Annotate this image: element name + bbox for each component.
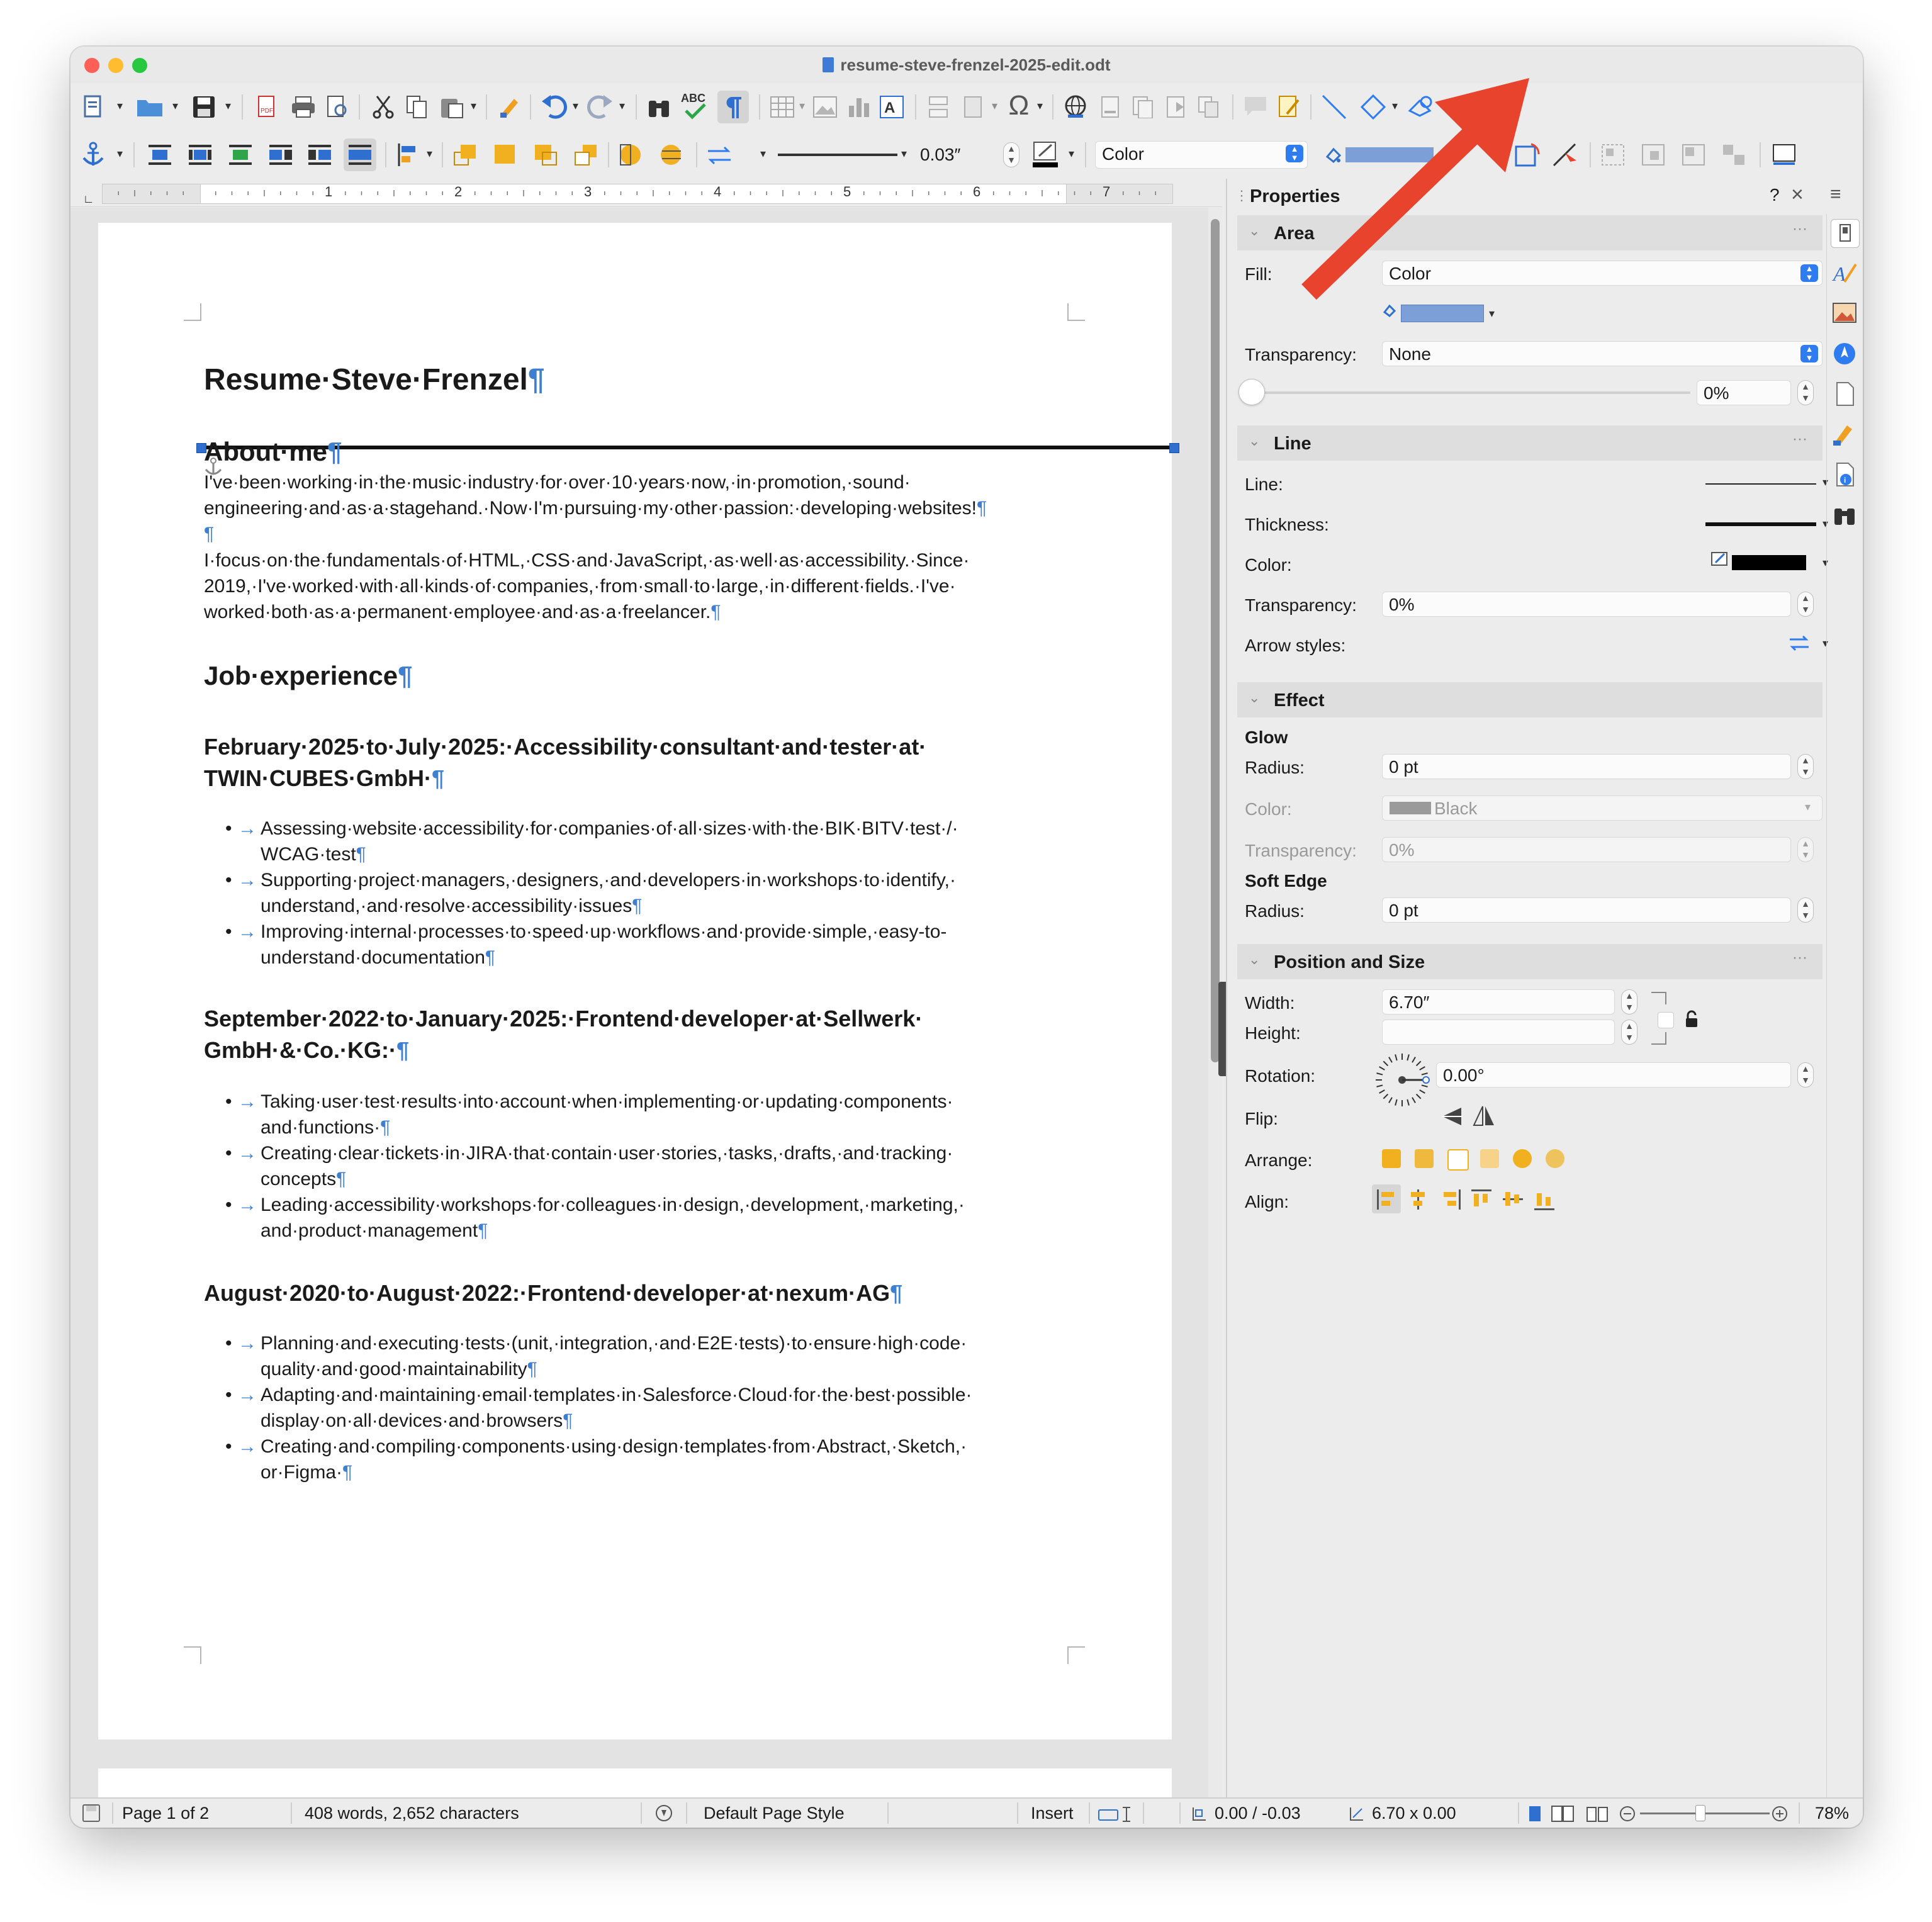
- ruler-number: 5: [843, 184, 851, 200]
- area-section-header[interactable]: ⌄ Area ···: [1237, 215, 1822, 250]
- close-sidebar-button[interactable]: ×: [1791, 183, 1804, 206]
- area-style-select-arrow-icon: ▲ ▼: [1286, 145, 1303, 162]
- sidebar-tab-bar: [1826, 214, 1862, 1797]
- send-to-back-icon[interactable]: [571, 141, 600, 169]
- ruler-ticks: [102, 184, 1172, 203]
- insert-chart-icon[interactable]: [846, 94, 872, 120]
- title-bar: [70, 47, 1863, 84]
- glow-color-swatch: [1390, 802, 1431, 814]
- to-background-icon[interactable]: [657, 141, 686, 169]
- anchor-icon[interactable]: [81, 141, 106, 169]
- send-to-back-icon[interactable]: [1480, 1149, 1499, 1168]
- width-label: Width:: [1245, 993, 1295, 1013]
- insert-table-icon[interactable]: [769, 94, 795, 120]
- fill-select-arrow-icon: ▲ ▼: [1800, 264, 1818, 282]
- more-options-icon[interactable]: ···: [1792, 430, 1807, 447]
- arrow-styles-icon[interactable]: [1787, 633, 1812, 652]
- spelling-icon[interactable]: [680, 91, 712, 121]
- align-bottom-icon[interactable]: [1534, 1189, 1554, 1210]
- copy-icon[interactable]: [405, 94, 429, 120]
- dial-tick: [1395, 1054, 1397, 1060]
- page-style[interactable]: Default Page Style: [704, 1804, 845, 1823]
- document-modified-icon[interactable]: [82, 1804, 102, 1824]
- new-document-icon[interactable]: [82, 94, 104, 120]
- align-label: Align:: [1245, 1192, 1289, 1211]
- flip-vertical-icon[interactable]: [1440, 1104, 1465, 1129]
- align-objects-dropdown-icon[interactable]: ▾: [427, 147, 433, 160]
- dial-tick: [1412, 1098, 1415, 1103]
- help-button[interactable]: ?: [1770, 185, 1780, 205]
- zoom-in-button[interactable]: [1771, 1805, 1789, 1823]
- align-objects-icon[interactable]: [395, 141, 423, 169]
- language-icon[interactable]: [654, 1804, 675, 1824]
- single-page-view-icon[interactable]: [1527, 1805, 1544, 1824]
- chevron-down-icon: ⌄: [1249, 433, 1261, 449]
- rotation-dial[interactable]: [1373, 1051, 1431, 1109]
- area-transparency-label: Transparency:: [1245, 345, 1357, 364]
- list-item[interactable]: • → Assessing·website·accessibility·for·companies·of·all·sizes·with·the·BIK·BITV·test·/· WCAG·test¶: [225, 818, 958, 865]
- line-style-dropdown-icon[interactable]: ▾: [901, 147, 907, 160]
- soft-edge-heading: Soft Edge: [1245, 871, 1327, 891]
- forward-one-icon[interactable]: [1415, 1149, 1434, 1168]
- scrollbar-thumb[interactable]: [1211, 219, 1220, 1062]
- style-inspector-tab-icon[interactable]: [1831, 420, 1858, 448]
- bring-to-front-icon[interactable]: [1382, 1149, 1401, 1168]
- special-character-icon[interactable]: Ω: [1008, 90, 1030, 121]
- properties-tab-icon[interactable]: [1831, 219, 1860, 248]
- window-title: [70, 55, 1863, 75]
- svg-text:i: i: [1844, 476, 1846, 485]
- exit-group-icon[interactable]: [1679, 141, 1708, 169]
- glow-heading: Glow: [1245, 728, 1288, 747]
- dial-tick: [1422, 1073, 1428, 1075]
- dial-tick: [1389, 1098, 1392, 1103]
- about-p1-line-1: I've·been·working·in·the·music·industry·for·over·10·years·now,·in·promotion,·sound·: [204, 472, 911, 493]
- rotation-spinner[interactable]: ▲ ▼: [1797, 1062, 1814, 1087]
- save-icon[interactable]: [191, 94, 216, 120]
- glow-transparency-spinner[interactable]: ▲ ▼: [1797, 837, 1814, 862]
- svg-text:A: A: [1833, 262, 1846, 285]
- empty-paragraph-mark: ¶: [204, 524, 215, 544]
- arrange-label: Arrange:: [1245, 1150, 1313, 1170]
- ruler-number: 3: [584, 184, 592, 200]
- standard-toolbar: [70, 83, 1863, 131]
- about-p1-line-2: engineering·and·as·a·stagehand.·Now·I'm·pursuing·my·other·passion:·developing·websites!: [204, 498, 977, 519]
- line-transparency-field[interactable]: 0%: [1382, 592, 1791, 617]
- navigator-tab-icon[interactable]: [1831, 340, 1858, 368]
- book-view-icon[interactable]: [1585, 1805, 1610, 1824]
- line-color-dropdown-icon[interactable]: ▾: [1822, 556, 1829, 569]
- height-field[interactable]: [1382, 1020, 1615, 1045]
- effect-section-header[interactable]: ⌄ Effect: [1237, 682, 1822, 717]
- width-field[interactable]: 6.70″: [1382, 989, 1615, 1014]
- align-center-icon[interactable]: [1408, 1189, 1427, 1210]
- list-item[interactable]: • → Creating·clear·tickets·in·JIRA·that·contain·user·stories,·tasks,·drafts,·and·tracking· concepts¶: [225, 1143, 953, 1189]
- more-options-icon[interactable]: ···: [1792, 220, 1807, 237]
- about-paragraph-2[interactable]: I·focus·on·the·fundamentals·of·HTML,·CSS·and·JavaScript,·as·well·as·accessibility.·Since· 2019,·I've·worked·with·all·kinds·of·companies,·from·small·to·large,·in·different·fields.·I've· worked·both·as·a·permanent·employee·and·as·a·freelancer.¶: [204, 550, 970, 622]
- line-style-preview[interactable]: [778, 154, 897, 156]
- list-item[interactable]: • → Adapting·and·maintaining·email·templates·in·Salesforce·Cloud·for·the·best·possible· display·on·all·devices·and·browsers¶: [225, 1385, 972, 1431]
- size-icon: [1348, 1805, 1367, 1823]
- line-transparency-spinner[interactable]: ▲ ▼: [1797, 592, 1814, 617]
- special-character-dropdown-icon[interactable]: ▾: [1037, 99, 1043, 112]
- dial-tick: [1412, 1057, 1415, 1063]
- document-page[interactable]: [98, 223, 1172, 1739]
- thickness-label: Thickness:: [1245, 515, 1329, 534]
- job-experience-heading[interactable]: Job·experience¶: [204, 661, 413, 690]
- lock-icon: [1684, 1009, 1699, 1028]
- app-window: [70, 47, 1863, 1828]
- dial-tick: [1417, 1061, 1421, 1065]
- cut-icon[interactable]: [371, 94, 395, 120]
- glow-transparency-label: Transparency:: [1245, 841, 1357, 860]
- glow-color-label: Color:: [1245, 799, 1292, 819]
- wrap-page-icon[interactable]: [186, 141, 214, 169]
- align-buttons: [1377, 1188, 1566, 1213]
- line-color-icon[interactable]: [1030, 141, 1062, 169]
- position-size-section-header[interactable]: ⌄ Position and Size ···: [1237, 944, 1822, 979]
- dial-tick: [1379, 1090, 1385, 1093]
- dial-tick: [1376, 1085, 1383, 1087]
- list-item[interactable]: • → Taking·user·test·results·into·account·when·implementing·or·updating·components· and·functions·¶: [225, 1091, 953, 1138]
- soft-edge-radius-field[interactable]: 0 pt: [1382, 897, 1791, 923]
- insert-image-icon[interactable]: [812, 94, 838, 120]
- dial-tick: [1420, 1067, 1425, 1070]
- paste-icon[interactable]: [439, 94, 464, 120]
- wrap-left-icon[interactable]: [267, 141, 295, 169]
- clone-formatting-icon[interactable]: [497, 94, 522, 120]
- paste-dropdown-icon[interactable]: ▾: [471, 99, 477, 112]
- transparency-percent-spinner[interactable]: ▲ ▼: [1797, 380, 1814, 405]
- styles-tab-icon[interactable]: [1831, 259, 1858, 287]
- job-1-title[interactable]: February·2025·to·July·2025:·Accessibility·consultant·and·tester·at· TWIN·CUBES·GmbH·¶: [204, 734, 927, 791]
- line-color-picker-icon[interactable]: [1710, 551, 1729, 570]
- table-dropdown-icon[interactable]: ▾: [799, 99, 806, 112]
- field-dropdown-icon[interactable]: ▾: [992, 99, 998, 112]
- document-title[interactable]: Resume·Steve·Frenzel¶: [204, 363, 545, 396]
- chevron-down-icon: ⌄: [1249, 690, 1261, 705]
- thickness-dropdown-icon[interactable]: ▾: [1822, 517, 1829, 530]
- ruler-number: 2: [454, 184, 463, 200]
- about-paragraph-1[interactable]: I've·been·working·in·the·music·industry·for·over·10·years·now,·in·promotion,·sound· engineering·and·as·a·stagehand.·Now·I'm·pursuing·my·other·passion:·developing·websites!¶ ¶: [204, 469, 1098, 547]
- back-one-icon[interactable]: [1447, 1149, 1469, 1171]
- glow-radius-field[interactable]: 0 pt: [1382, 754, 1791, 779]
- area-style-value: Color: [1102, 144, 1144, 164]
- endnote-icon[interactable]: [1130, 94, 1157, 120]
- thickness-swatch[interactable]: [1705, 522, 1816, 526]
- bookmark-icon[interactable]: [1163, 94, 1189, 120]
- line-arrow-style-icon[interactable]: [705, 141, 734, 169]
- list-item[interactable]: • → Planning·and·executing·tests·(unit,·integration,·and·E2E·tests)·to·ensure·high·code· quality·and·good·maintainability¶: [225, 1333, 967, 1380]
- align-left-icon[interactable]: [1377, 1189, 1398, 1210]
- area-style-select[interactable]: [1095, 141, 1308, 169]
- about-heading[interactable]: About·me¶: [204, 437, 342, 466]
- export-pdf-icon[interactable]: [256, 94, 278, 120]
- sidebar-menu-icon[interactable]: ≡: [1830, 184, 1841, 205]
- ruler-number: 6: [973, 184, 981, 200]
- new-dropdown-icon[interactable]: ▾: [117, 99, 123, 112]
- height-label: Height:: [1245, 1023, 1301, 1043]
- soft-edge-radius-label: Radius:: [1245, 901, 1305, 921]
- line-color-dropdown-icon[interactable]: ▾: [1069, 147, 1075, 160]
- glow-radius-label: Radius:: [1245, 758, 1305, 777]
- zoom-level[interactable]: 78%: [1815, 1804, 1850, 1823]
- job-3-title[interactable]: August·2020·to·August·2022:·Frontend·developer·at·nexum·AG¶: [204, 1280, 903, 1306]
- line-style-swatch[interactable]: [1705, 483, 1816, 485]
- multi-page-view-icon[interactable]: [1551, 1805, 1576, 1824]
- glow-transparency-field[interactable]: 0%: [1382, 837, 1791, 862]
- list-item[interactable]: • → Improving·internal·processes·to·speed·up·workflows·and·provide·simple,·easy-to- understand·documentation¶: [225, 921, 947, 968]
- svg-text:A: A: [884, 99, 896, 116]
- tab-stop-selector[interactable]: ∟: [83, 193, 94, 205]
- flip-label: Flip:: [1245, 1109, 1278, 1128]
- line-transparency-label: Transparency:: [1245, 595, 1357, 615]
- rotation-field[interactable]: 0.00°: [1436, 1062, 1791, 1087]
- glow-radius-spinner[interactable]: ▲ ▼: [1797, 754, 1814, 779]
- properties-sidebar: [1226, 179, 1863, 1797]
- line-width-spinner[interactable]: ▲ ▼: [1003, 142, 1019, 167]
- ruler-number: 4: [714, 184, 722, 200]
- insert-textbox-icon[interactable]: [879, 94, 905, 120]
- dial-tick: [1383, 1061, 1388, 1065]
- align-top-icon[interactable]: [1471, 1189, 1491, 1210]
- find-replace-icon[interactable]: [646, 94, 672, 120]
- fill-select[interactable]: Color ▲ ▼: [1382, 261, 1822, 286]
- redo-dropdown-icon[interactable]: ▾: [619, 99, 626, 112]
- annotation-arrow: [1284, 53, 1548, 317]
- line-width-field[interactable]: 0.03″: [920, 145, 961, 164]
- keep-ratio-checkbox[interactable]: [1658, 1012, 1674, 1028]
- dial-tick: [1422, 1085, 1428, 1087]
- dial-tick: [1420, 1090, 1425, 1093]
- dial-tick: [1376, 1073, 1383, 1075]
- undo-dropdown-icon[interactable]: ▾: [573, 99, 579, 112]
- open-dropdown-icon[interactable]: ▾: [172, 99, 179, 112]
- sidebar-title: Properties: [1250, 186, 1340, 206]
- fill-label: Fill:: [1245, 264, 1272, 284]
- open-folder-icon[interactable]: [136, 94, 164, 120]
- transparency-slider-thumb[interactable]: [1238, 379, 1265, 405]
- line-style-dropdown-icon[interactable]: ▾: [1822, 476, 1829, 488]
- transparency-select-arrow-icon: ▲ ▼: [1800, 345, 1818, 362]
- soft-edge-radius-spinner[interactable]: ▲ ▼: [1797, 897, 1814, 923]
- insert-field-icon[interactable]: [960, 94, 987, 120]
- forward-one-icon[interactable]: [491, 141, 520, 169]
- rotation-label: Rotation:: [1245, 1066, 1316, 1086]
- line-section-header[interactable]: ⌄ Line ···: [1237, 425, 1822, 461]
- list-item[interactable]: • → Creating·and·compiling·components·using·design·templates·from·Abstract,·Sketch,· or·Figma·¶: [225, 1436, 967, 1483]
- line-end-handle[interactable]: [1169, 443, 1179, 453]
- annotation-arrow-shaft: [1309, 116, 1491, 292]
- object-position: 0.00 / -0.03: [1215, 1804, 1301, 1823]
- window-title-text: resume-steve-frenzel-2025-edit.odt: [840, 55, 1111, 74]
- arrow-styles-label: Arrow styles:: [1245, 636, 1346, 655]
- transparency-percent-field[interactable]: 0%: [1697, 380, 1791, 405]
- arrow-style-dropdown-icon[interactable]: ▾: [760, 147, 767, 160]
- arrange-buttons: [1381, 1145, 1582, 1173]
- print-preview-icon[interactable]: [326, 94, 350, 120]
- sidebar-grip-icon[interactable]: ⋮: [1235, 188, 1249, 203]
- flip-horizontal-icon[interactable]: [1471, 1104, 1497, 1129]
- glow-color-dropdown-icon[interactable]: ▾: [1805, 801, 1811, 813]
- accessibility-check-tab-icon[interactable]: [1831, 461, 1858, 488]
- zoom-slider-thumb[interactable]: [1695, 1805, 1705, 1821]
- dial-tick: [1379, 1067, 1385, 1070]
- svg-text:PDF: PDF: [261, 108, 273, 115]
- insert-mode[interactable]: Insert: [1031, 1804, 1074, 1823]
- gallery-tab-icon[interactable]: [1831, 300, 1858, 327]
- to-background-icon[interactable]: [1546, 1149, 1564, 1168]
- dial-tick: [1383, 1094, 1388, 1099]
- align-middle-icon[interactable]: [1503, 1189, 1523, 1210]
- enter-group-icon[interactable]: [1639, 141, 1668, 169]
- height-spinner[interactable]: ▲ ▼: [1621, 1020, 1637, 1045]
- object-size: 6.70 x 0.00: [1372, 1804, 1456, 1823]
- line-label: Line:: [1245, 475, 1283, 494]
- shapes-dropdown-icon[interactable]: ▾: [1392, 99, 1398, 112]
- list-item[interactable]: • → Supporting·project·managers,·designers,·and·developers·in·workshops·to·identify,· understand,·and·resolve·accessibility·issues¶: [225, 870, 956, 916]
- points-icon[interactable]: [1551, 141, 1580, 169]
- wrap-right-icon[interactable]: [306, 141, 334, 169]
- undo-icon[interactable]: [540, 93, 568, 120]
- to-foreground-icon[interactable]: [1513, 1149, 1532, 1168]
- transparency-slider-track[interactable]: [1250, 391, 1690, 394]
- position-icon: [1191, 1805, 1210, 1823]
- selection-mode-icon[interactable]: [1098, 1806, 1135, 1823]
- horizontal-ruler[interactable]: [70, 179, 1222, 207]
- dial-tick: [1389, 1057, 1392, 1063]
- anchor-dropdown-icon[interactable]: ▾: [117, 147, 123, 160]
- to-foreground-icon[interactable]: [617, 141, 646, 169]
- redo-icon[interactable]: [587, 93, 614, 120]
- page-count[interactable]: Page 1 of 2: [122, 1804, 210, 1823]
- list-item[interactable]: • → Leading·accessibility·workshops·for·colleagues·in·design,·development,·marketing,· and·product·management¶: [225, 1194, 965, 1241]
- dial-tick: [1417, 1094, 1421, 1099]
- document-icon: [823, 57, 834, 72]
- dial-tick: [1407, 1054, 1409, 1060]
- drawing-object-toolbar: [70, 131, 1863, 179]
- ungroup-icon[interactable]: [1719, 141, 1748, 169]
- back-one-icon[interactable]: [531, 141, 560, 169]
- formatting-marks-icon[interactable]: [717, 91, 749, 123]
- line-color-swatch[interactable]: [1732, 555, 1806, 570]
- page-break-icon[interactable]: [925, 94, 952, 120]
- wrap-optimal-icon[interactable]: [227, 141, 254, 169]
- page-tab-icon[interactable]: [1831, 380, 1858, 408]
- ruler-number: 7: [1103, 184, 1111, 200]
- arrow-styles-dropdown-icon[interactable]: ▾: [1822, 637, 1829, 649]
- zoom-out-button[interactable]: [1619, 1805, 1636, 1823]
- glow-color-select[interactable]: Black: [1382, 795, 1822, 821]
- bring-to-front-icon[interactable]: [451, 141, 480, 169]
- spelling-label: ABC: [681, 92, 705, 104]
- chevron-down-icon: ⌄: [1249, 952, 1261, 967]
- line-color-label: Color:: [1245, 555, 1292, 575]
- find-tab-icon[interactable]: [1831, 501, 1858, 529]
- print-icon[interactable]: [291, 94, 316, 120]
- footnote-icon[interactable]: [1098, 94, 1124, 120]
- wrap-off-icon[interactable]: [146, 141, 174, 169]
- job-2-title[interactable]: September·2022·to·January·2025:·Frontend·developer·at·Sellwerk· GmbH·&·Co.·KG:·¶: [204, 1006, 923, 1063]
- document-canvas[interactable]: [70, 208, 1222, 1797]
- dial-tick: [1407, 1099, 1409, 1106]
- cross-reference-icon[interactable]: [1196, 94, 1222, 120]
- align-right-icon[interactable]: [1440, 1189, 1461, 1210]
- word-count[interactable]: 408 words, 2,652 characters: [305, 1804, 519, 1823]
- more-options-icon[interactable]: ···: [1792, 949, 1807, 966]
- comment-icon[interactable]: [1242, 94, 1269, 120]
- fill-color-dropdown-icon[interactable]: ▾: [1489, 307, 1495, 320]
- dial-tick: [1395, 1099, 1397, 1106]
- group-icon[interactable]: [1598, 141, 1627, 169]
- document-title-text: Resume·Steve·Frenzel: [204, 363, 528, 396]
- area-transparency-select[interactable]: None ▲ ▼: [1382, 341, 1822, 366]
- status-bar: [70, 1797, 1863, 1828]
- hyperlink-icon[interactable]: [1062, 94, 1089, 120]
- width-spinner[interactable]: ▲ ▼: [1621, 989, 1637, 1014]
- ruler-number: 1: [325, 184, 333, 200]
- save-dropdown-icon[interactable]: ▾: [225, 99, 232, 112]
- chevron-down-icon: ⌄: [1249, 223, 1261, 239]
- wrap-through-icon[interactable]: [344, 138, 376, 171]
- frame-properties-icon[interactable]: [1770, 141, 1799, 169]
